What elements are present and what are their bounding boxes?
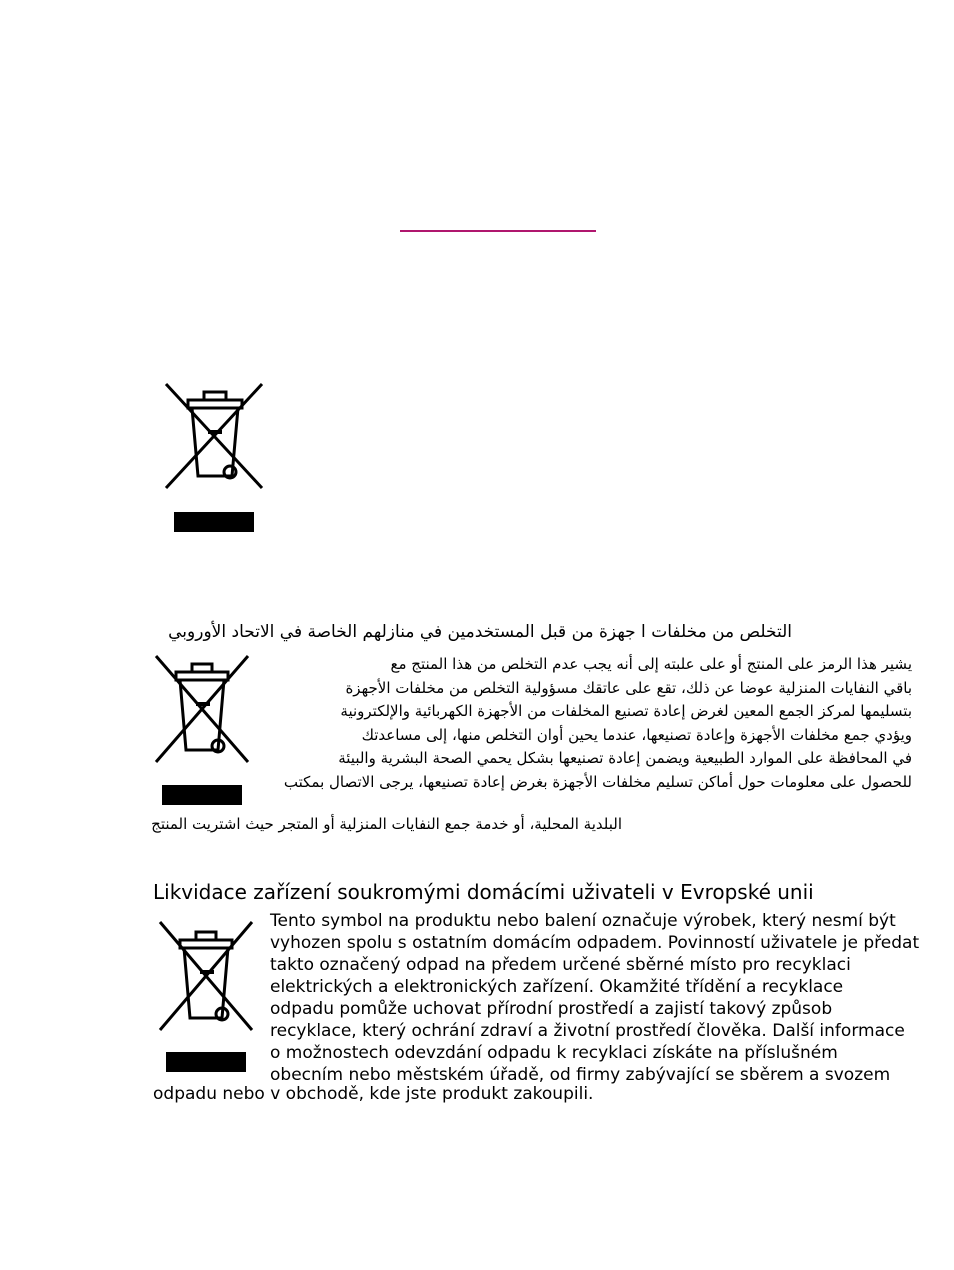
arabic-line: باقي النفايات المنزلية عوضا عن ذلك، تقع على عاتقك مسؤولية التخلص من مخلفات الأجهزة [345,678,912,697]
weee-bin-icon-arabic [152,652,252,766]
czech-line: Tento symbol na produktu nebo balení označuje výrobek, který nesmí být [270,911,896,931]
accent-divider-line [400,230,596,232]
weee-black-bar [174,512,254,532]
czech-line: odpadu pomůže uchovat přírodní prostředí a zajistí takový způsob [270,999,833,1019]
arabic-section-title: التخلص من مخلفات ا جهزة من قبل المستخدمين في منازلهم الخاصة في الاتحاد الأوروبي [168,622,792,642]
czech-line: elektrických a elektronických zařízení. Okamžité třídění a recyklace [270,977,844,997]
czech-line: recyklace, který ochrání zdraví a životní prostředí člověka. Další informace [270,1021,905,1041]
arabic-line: بتسليمها لمركز الجمع المعين لغرض إعادة تصنيع المخلفات من الأجهزة الكهربائية والإلكترونية [340,702,912,720]
weee-bin-icon-czech [156,918,256,1034]
arabic-line: ويؤدي جمع مخلفات الأجهزة وإعادة تصنيعها، عندما يحين أوان التخلص منها، إلى مساعدتك [361,725,912,744]
czech-line: vyhozen spolu s ostatním domácím odpadem. Povinností uživatele je předat [270,933,920,953]
arabic-line: للحصول على معلومات حول أماكن تسليم مخلفات الأجهزة بغرض إعادة تصنيعها، يرجى الاتصال بمكتب [283,772,912,791]
arabic-last-line: البلدية المحلية، أو خدمة جمع النفايات المنزلية أو المتجر حيث اشتريت المنتج [151,815,622,833]
arabic-paragraph [256,653,912,794]
czech-line: obecním nebo městském úřadě, od firmy zabývající se sběrem a svozem [270,1065,891,1085]
czech-section-title: Likvidace zařízení soukromými domácími uživateli v Evropské unii [153,880,814,904]
czech-paragraph [270,910,919,1086]
arabic-line: في المحافظة على الموارد الطبيعية ويضمن إعادة تصنيعها بشكل يحمي الصحة البشرية والبيئة [338,749,912,767]
weee-bin-icon [162,380,266,492]
weee-black-bar-czech [166,1052,246,1072]
czech-last-line: odpadu nebo v obchodě, kde jste produkt zakoupili. [153,1084,594,1104]
czech-line: o možnostech odevzdání odpadu k recyklaci získáte na příslušném [270,1043,838,1063]
czech-line: takto označený odpad na předem určené sběrné místo pro recyklaci [270,955,851,975]
arabic-line: يشير هذا الرمز على المنتج أو على علبته إلى أنه يجب عدم التخلص من هذا المنتج مع [390,655,912,673]
weee-black-bar-arabic [162,785,242,805]
